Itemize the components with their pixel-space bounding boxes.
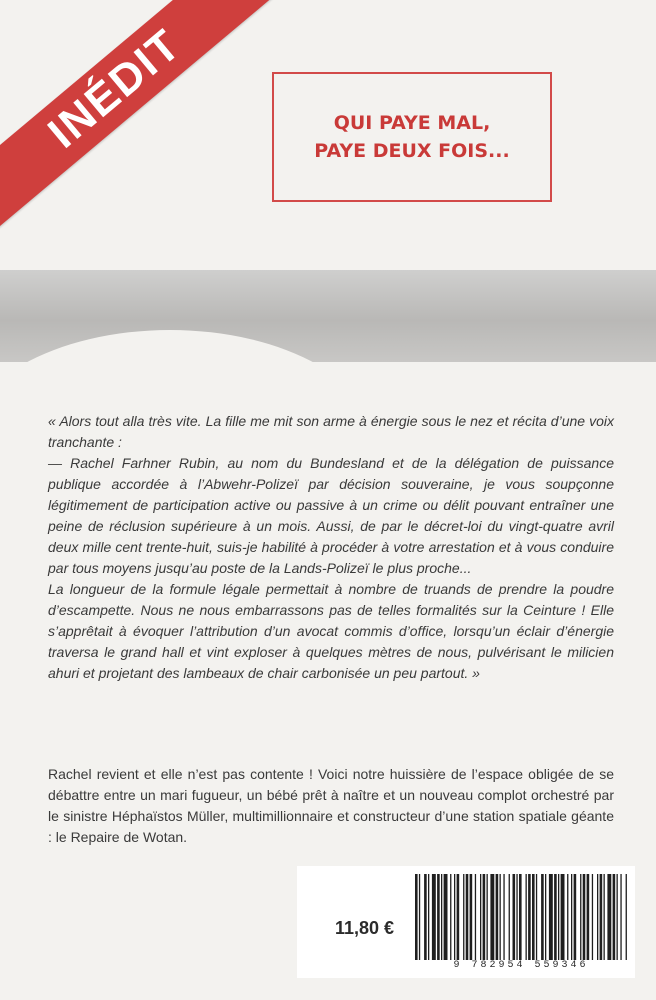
teaser-box [272, 72, 552, 202]
summary-paragraph: Rachel revient et elle n’est pas contente ! Voici notre huissière de l’espace obligée de se débattre entre un mari fugueur, un bébé prêt à naître et un nouveau complot orchestré par le sinistre Héphaïstos Müller, multimillionnaire et constructeur d’une station spatiale géante : le Repaire de Wotan. [48, 766, 614, 845]
quote-paragraph: — Rachel Farhner Rubin, au nom du Bundesland et de la délégation de puissance publique accordée à l’Abwehr-Polizeï par décision souveraine, je vous soupçonne légitimement de participation active ou passive à un crime ou délit pouvant entraîner une peine de réclusion supérieure à un mois. Aussi, de par le décret-loi du vingt-quatre avril deux mille cent trente-huit, suis-je habilité à procéder à votre arrestation et à vous conduire par tous moyens jusqu’au poste de la Lands-Polizeï le plus proche... [48, 455, 614, 576]
barcode [415, 874, 627, 960]
quote-paragraph: La longueur de la formule légale permettait à nombre de truands de prendre la poudre d’escampette. Nous ne nous embarrassons pas de telles formalités sur la Ceinture ! Elle s’apprêtait à évoquer l’attribution d’un avocat commis d’office, lorsqu’un éclair d’énergie traversa le grand hall et vint exploser à quelques mètres de nous, pulvérisant le milicien ahuri et projetant des lambeaux de chair carbonisée un peu partout. » [48, 581, 614, 681]
excerpt-quote [48, 411, 614, 684]
price-barcode-box [297, 866, 635, 978]
price: 11,80 € [335, 918, 395, 938]
barcode-number: 9 782954 559346 [453, 960, 589, 971]
quote-paragraph: « Alors tout alla très vite. La fille me mit son arme à énergie sous le nez et récita d’une voix tranchante : [48, 413, 614, 450]
teaser-line-1: QUI PAYE MAL, [333, 112, 491, 134]
book-summary [48, 764, 614, 848]
inedit-banner: INÉDIT [0, 0, 296, 240]
banner-wrap [0, 0, 300, 240]
teaser-line-2: PAYE DEUX FOIS... [314, 140, 510, 162]
